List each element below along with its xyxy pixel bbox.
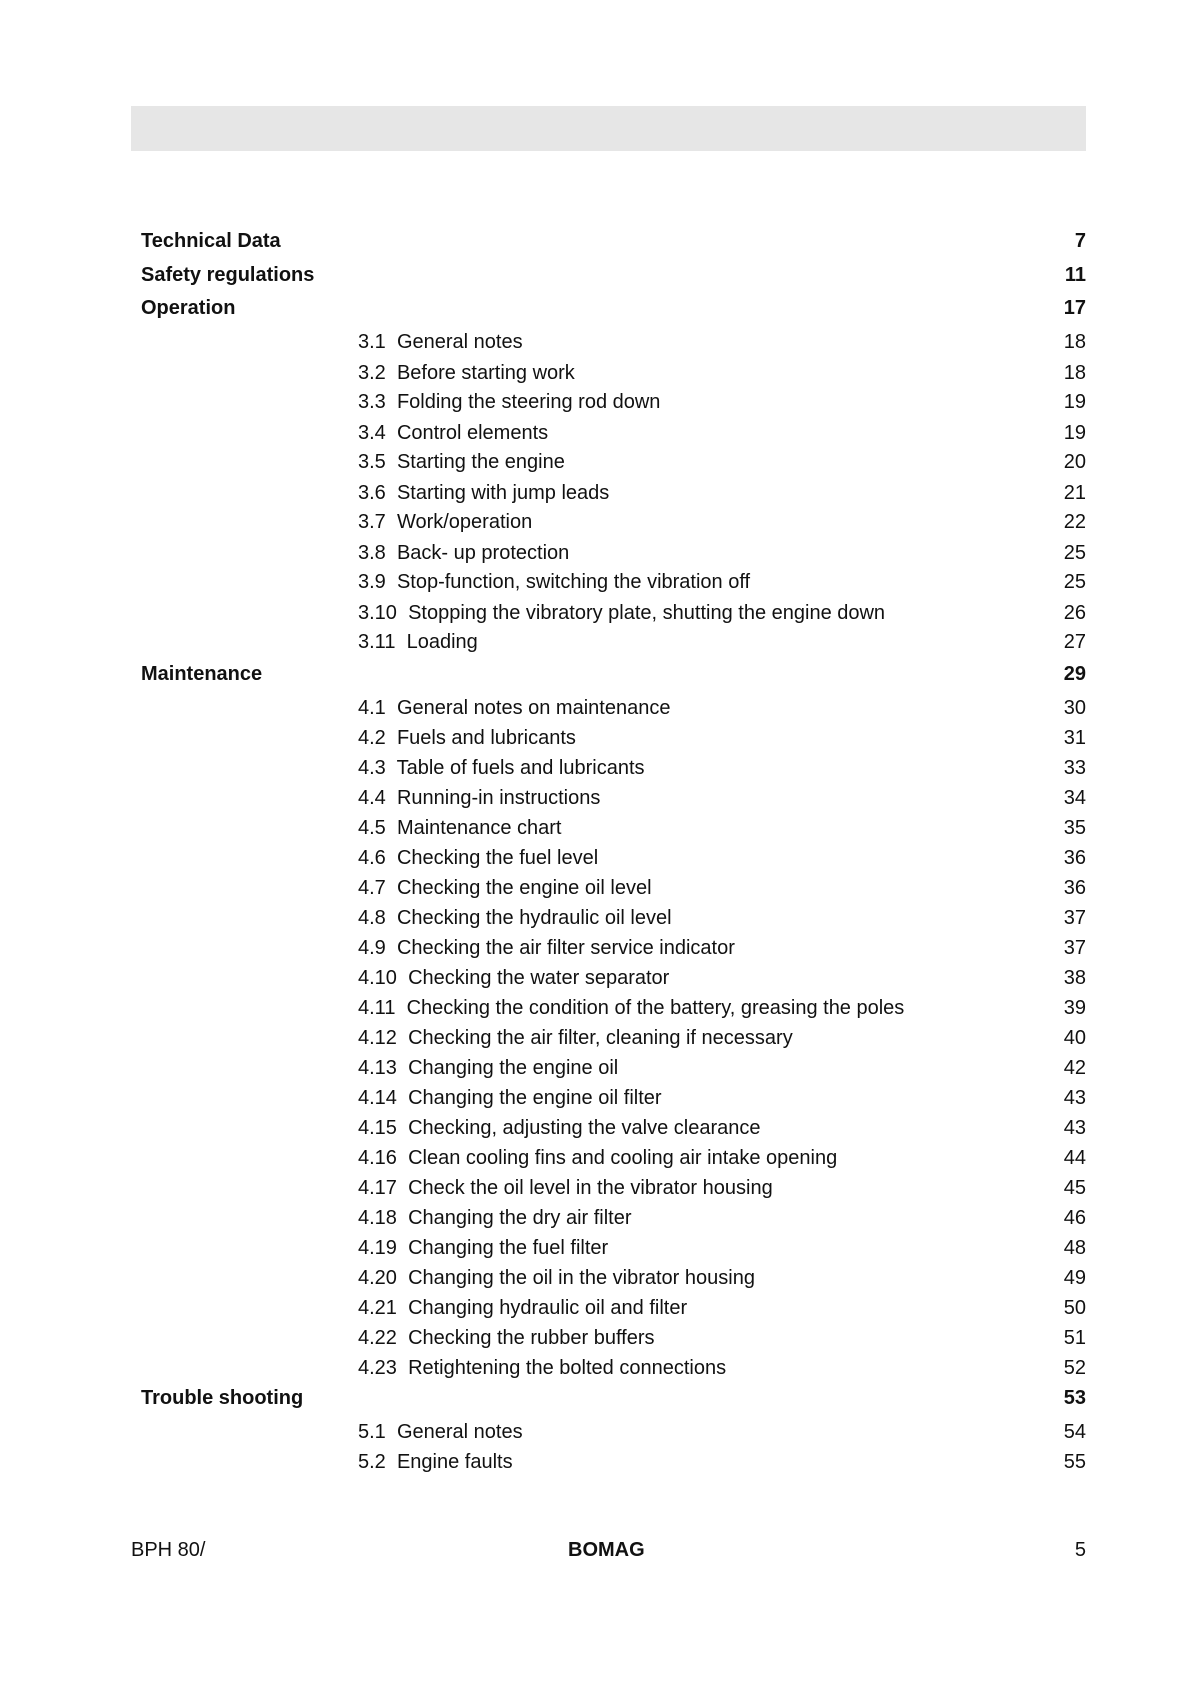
section-number: 4.4 [358,787,386,809]
section-title: Maintenance chart [396,817,562,839]
section-title: Changing hydraulic oil and filter [408,1297,688,1319]
toc-section[interactable] [358,876,1086,900]
section-title: Folding the steering rod down [396,391,661,413]
section-number: 4.12 [358,1027,397,1049]
section-title: Checking the hydraulic oil level [396,907,672,929]
section-number: 4.23 [358,1357,397,1379]
toc-section[interactable] [358,330,1086,354]
toc-section[interactable] [358,936,1086,960]
toc-chapter-maintenance[interactable] [141,662,1086,686]
section-title: Check the oil level in the vibrator housing [408,1177,773,1199]
section-number: 4.16 [358,1147,397,1169]
section-title: Retightening the bolted connections [408,1357,727,1379]
section-title: Engine faults [396,1451,513,1473]
section-page: 25 [1063,571,1086,593]
section-page: 48 [1063,1237,1086,1259]
toc-section[interactable] [358,966,1086,990]
toc-section[interactable] [358,1356,1086,1380]
toc-section[interactable] [358,1236,1086,1260]
toc-section[interactable] [358,1420,1086,1444]
section-title: Loading [406,631,478,653]
section-number: 4.17 [358,1177,397,1199]
section-number: 4.9 [358,937,386,959]
section-number: 4.5 [358,817,386,839]
chapter-title: Safety regulations [141,264,315,286]
toc-section[interactable] [358,696,1086,720]
section-page: 27 [1063,631,1086,653]
section-title: Stopping the vibratory plate, shutting the engine down [408,602,886,624]
section-number: 4.21 [358,1297,397,1319]
section-page: 37 [1063,907,1086,929]
section-title: Control elements [396,422,549,444]
section-page: 19 [1063,391,1086,413]
section-number: 3.4 [358,422,386,444]
section-title: Starting with jump leads [396,482,610,504]
toc-section[interactable] [358,1206,1086,1230]
section-page: 50 [1063,1297,1086,1319]
section-number: 3.5 [358,451,386,473]
header-bar [131,106,1086,151]
toc-chapter-safety-regulations[interactable] [141,263,1086,287]
section-number: 3.8 [358,542,386,564]
section-page: 51 [1063,1327,1086,1349]
chapter-page: 7 [1074,230,1086,252]
section-title: General notes on maintenance [396,697,671,719]
section-title: Checking the engine oil level [396,877,652,899]
toc-section[interactable] [358,786,1086,810]
section-number: 5.1 [358,1421,386,1443]
section-number: 4.11 [358,997,396,1019]
toc-section[interactable] [358,510,1086,534]
toc-section[interactable] [358,601,1086,625]
toc-section[interactable] [358,421,1086,445]
section-title: Checking the air filter, cleaning if necessary [408,1027,793,1049]
section-page: 34 [1063,787,1086,809]
section-title: Changing the fuel filter [408,1237,609,1259]
section-title: Table of fuels and lubricants [396,757,645,779]
section-number: 4.14 [358,1087,397,1109]
section-title: Checking the rubber buffers [408,1327,655,1349]
toc-chapter-technical-data[interactable] [141,229,1086,253]
section-number: 4.3 [358,757,386,779]
toc-section[interactable] [358,541,1086,565]
section-title: General notes [396,331,523,353]
section-number: 4.7 [358,877,386,899]
toc-section[interactable] [358,390,1086,414]
section-page: 52 [1063,1357,1086,1379]
toc-section[interactable] [358,1176,1086,1200]
section-number: 4.10 [358,967,397,989]
section-number: 3.6 [358,482,386,504]
section-title: Before starting work [396,362,575,384]
chapter-title: Technical Data [141,230,281,252]
chapter-title: Maintenance [141,663,263,685]
toc-section[interactable] [358,481,1086,505]
section-number: 4.8 [358,907,386,929]
section-page: 44 [1063,1147,1086,1169]
section-number: 3.10 [358,602,397,624]
section-title: Back- up protection [396,542,570,564]
section-number: 5.2 [358,1451,386,1473]
section-page: 21 [1063,482,1086,504]
section-title: Clean cooling fins and cooling air intake opening [408,1147,838,1169]
toc-section[interactable] [358,1116,1086,1140]
section-title: Running-in instructions [396,787,601,809]
toc-section[interactable] [358,726,1086,750]
toc-section[interactable] [358,1266,1086,1290]
section-page: 18 [1063,331,1086,353]
section-page: 54 [1063,1421,1086,1443]
section-page: 31 [1063,727,1086,749]
section-number: 4.6 [358,847,386,869]
toc-section[interactable] [358,1086,1086,1110]
section-page: 49 [1063,1267,1086,1289]
section-page: 26 [1063,602,1086,624]
section-number: 3.7 [358,511,386,533]
toc-section[interactable] [358,906,1086,930]
chapter-title: Operation [141,297,236,319]
chapter-page: 53 [1063,1387,1086,1409]
section-number: 4.15 [358,1117,397,1139]
section-number: 3.2 [358,362,386,384]
section-title: Changing the dry air filter [408,1207,632,1229]
footer-brand: BOMAG [568,1539,645,1561]
section-page: 45 [1063,1177,1086,1199]
section-page: 55 [1063,1451,1086,1473]
section-title: Checking the fuel level [396,847,599,869]
section-number: 4.22 [358,1327,397,1349]
toc-section[interactable] [358,1450,1086,1474]
section-page: 33 [1063,757,1086,779]
toc-section[interactable] [358,996,1086,1020]
section-number: 4.2 [358,727,386,749]
section-title: Starting the engine [396,451,565,473]
section-page: 43 [1063,1087,1086,1109]
toc-section[interactable] [358,816,1086,840]
toc-section[interactable] [358,450,1086,474]
section-page: 25 [1063,542,1086,564]
chapter-page: 11 [1064,264,1086,286]
section-title: Checking the condition of the battery, greasing the poles [406,997,905,1019]
section-title: Changing the oil in the vibrator housing [408,1267,755,1289]
section-title: Checking the air filter service indicator [396,937,735,959]
section-page: 40 [1063,1027,1086,1049]
footer-page-number: 5 [1074,1539,1086,1561]
section-page: 46 [1063,1207,1086,1229]
section-number: 3.3 [358,391,386,413]
section-page: 35 [1063,817,1086,839]
section-page: 37 [1063,937,1086,959]
section-number: 3.1 [358,331,386,353]
section-number: 3.9 [358,571,386,593]
section-page: 38 [1063,967,1086,989]
section-page: 19 [1063,422,1086,444]
section-page: 22 [1063,511,1086,533]
chapter-title: Trouble shooting [141,1387,304,1409]
toc-chapter-trouble-shooting[interactable] [141,1386,1086,1410]
toc-section[interactable] [358,1326,1086,1350]
section-title: Work/operation [396,511,533,533]
section-number: 4.20 [358,1267,397,1289]
toc-section[interactable] [358,361,1086,385]
toc-section[interactable] [358,756,1086,780]
chapter-page: 17 [1063,297,1086,319]
section-title: Checking the water separator [408,967,670,989]
section-number: 4.19 [358,1237,397,1259]
section-number: 4.18 [358,1207,397,1229]
toc-section[interactable] [358,1026,1086,1050]
section-title: Changing the engine oil [408,1057,619,1079]
section-title: General notes [396,1421,523,1443]
section-page: 39 [1063,997,1086,1019]
section-page: 20 [1063,451,1086,473]
toc-section[interactable] [358,1146,1086,1170]
section-page: 36 [1063,847,1086,869]
toc-chapter-operation[interactable] [141,296,1086,320]
section-title: Changing the engine oil filter [408,1087,662,1109]
section-title: Stop-function, switching the vibration off [396,571,751,593]
section-number: 4.1 [358,697,386,719]
toc-section[interactable] [358,1296,1086,1320]
section-page: 30 [1063,697,1086,719]
toc-section[interactable] [358,630,1086,654]
toc-section[interactable] [358,1056,1086,1080]
toc-section[interactable] [358,846,1086,870]
chapter-page: 29 [1063,663,1086,685]
section-number: 3.11 [358,631,396,653]
section-number: 4.13 [358,1057,397,1079]
footer-model: BPH 80/ [131,1539,206,1561]
section-title: Fuels and lubricants [396,727,576,749]
section-page: 42 [1063,1057,1086,1079]
section-page: 36 [1063,877,1086,899]
section-page: 43 [1063,1117,1086,1139]
section-title: Checking, adjusting the valve clearance [408,1117,761,1139]
toc-section[interactable] [358,570,1086,594]
section-page: 18 [1063,362,1086,384]
